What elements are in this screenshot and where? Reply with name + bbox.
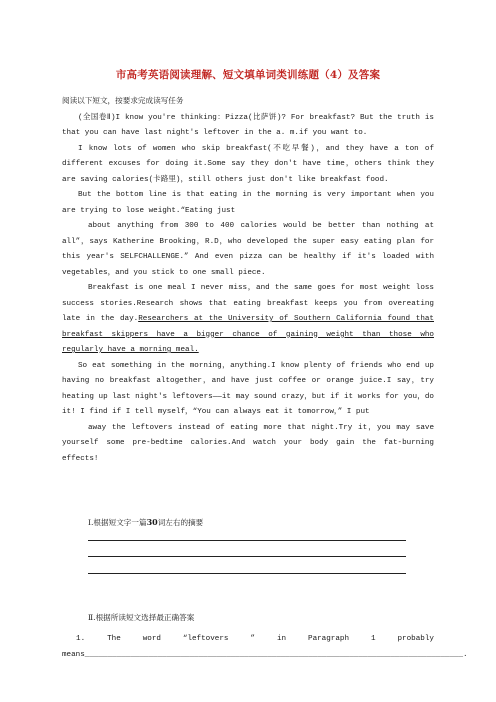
section-1-text-before: 根据短文字一篇 xyxy=(93,518,147,527)
article-body xyxy=(62,95,434,467)
underlined-sentence: Researchers at the University of Southern California found that breakfast skippers have a bigger chance of gaining weight than those who regularly have a morning meal. xyxy=(62,315,434,354)
question-1-word-5: in xyxy=(276,635,287,643)
question-1-line-1 xyxy=(62,632,434,648)
section-1-label: Ⅰ. xyxy=(88,518,94,527)
question-1-end: . xyxy=(463,650,468,659)
question-1-tail: means xyxy=(62,650,85,659)
paragraph-4 xyxy=(62,281,434,359)
section-1-number: 30 xyxy=(146,517,158,527)
question-1-line-2 xyxy=(62,648,468,664)
question-1-word-2: word xyxy=(142,635,161,643)
question-1 xyxy=(62,632,468,663)
answer-line-2[interactable] xyxy=(88,556,406,557)
paragraph-5-cont: away the leftovers instead of eating more that night.Try it，you may save yourself some pre-bedtime calories.And watch your body gain the fat-burning effects! xyxy=(62,423,434,463)
question-1-word-8: probably xyxy=(397,635,434,643)
paragraph-1: (全国卷Ⅱ)I know you're thinking：Pizza(比萨饼)? For breakfast? But the truth is that you can have last night's leftover in the a. m.if you want to. xyxy=(62,113,434,137)
paragraph-5: So eat something in the morning，anything.I know plenty of friends who end up having no breakfast altogether，and have just coffee or orange juice.I say，try heating up last night's leftovers——it may sound crazy，but if it works for you，do it! I find if I tell myself，“You can always eat it tomorrow，” I put xyxy=(62,361,434,416)
section-2-heading xyxy=(88,612,194,623)
question-1-word-6: Paragraph xyxy=(308,635,350,643)
section-2-label: Ⅱ. xyxy=(88,613,96,622)
section-2-text: 根据所读短文选择最正确答案 xyxy=(95,613,195,622)
question-1-word-7: 1 xyxy=(370,635,376,643)
section-1-text-after: 词左右的摘要 xyxy=(157,518,204,527)
question-1-number: 1. xyxy=(76,635,86,643)
paragraph-3: But the bottom line is that eating in the morning is very important when you are trying to lose weight.“Eating just xyxy=(62,191,434,215)
section-1-heading xyxy=(88,517,203,528)
question-1-word-3: “leftovers xyxy=(182,635,229,643)
document-title: 市高考英语阅读理解、短文填单词类训练题（4）及答案 xyxy=(115,69,381,81)
answer-line-1[interactable] xyxy=(88,540,406,541)
paragraph-4-text: Breakfast is one meal I never miss，and the same goes for most weight loss success stories.Research shows that eating breakfast keeps you from overeating late in the day. xyxy=(62,284,434,323)
instruction-line: 阅读以下短文，按要求完成读写任务 xyxy=(62,98,184,106)
paragraph-2: I know lots of women who skip breakfast(不吃早餐)，and they have a ton of different excuses for doing it.Some say they don't have time，others think they are saving calories(卡路里)，still others just don't like breakfast food. xyxy=(62,144,434,184)
paragraph-3-cont: about anything from 300 to 400 calories would be better than nothing at all”，says Katherine Brooking，R.D，who developed the super easy eating plan for this year's SELFCHALLENGE.” And even pizza can be healthy if it's loaded with vegetables，and you stick to one small piece. xyxy=(62,222,434,277)
question-1-word-4: ” xyxy=(250,635,255,643)
question-1-word-1: The xyxy=(107,635,121,643)
answer-line-3[interactable] xyxy=(88,573,406,574)
question-1-blank[interactable]: ___________________________________________________________________________________ xyxy=(84,650,464,659)
